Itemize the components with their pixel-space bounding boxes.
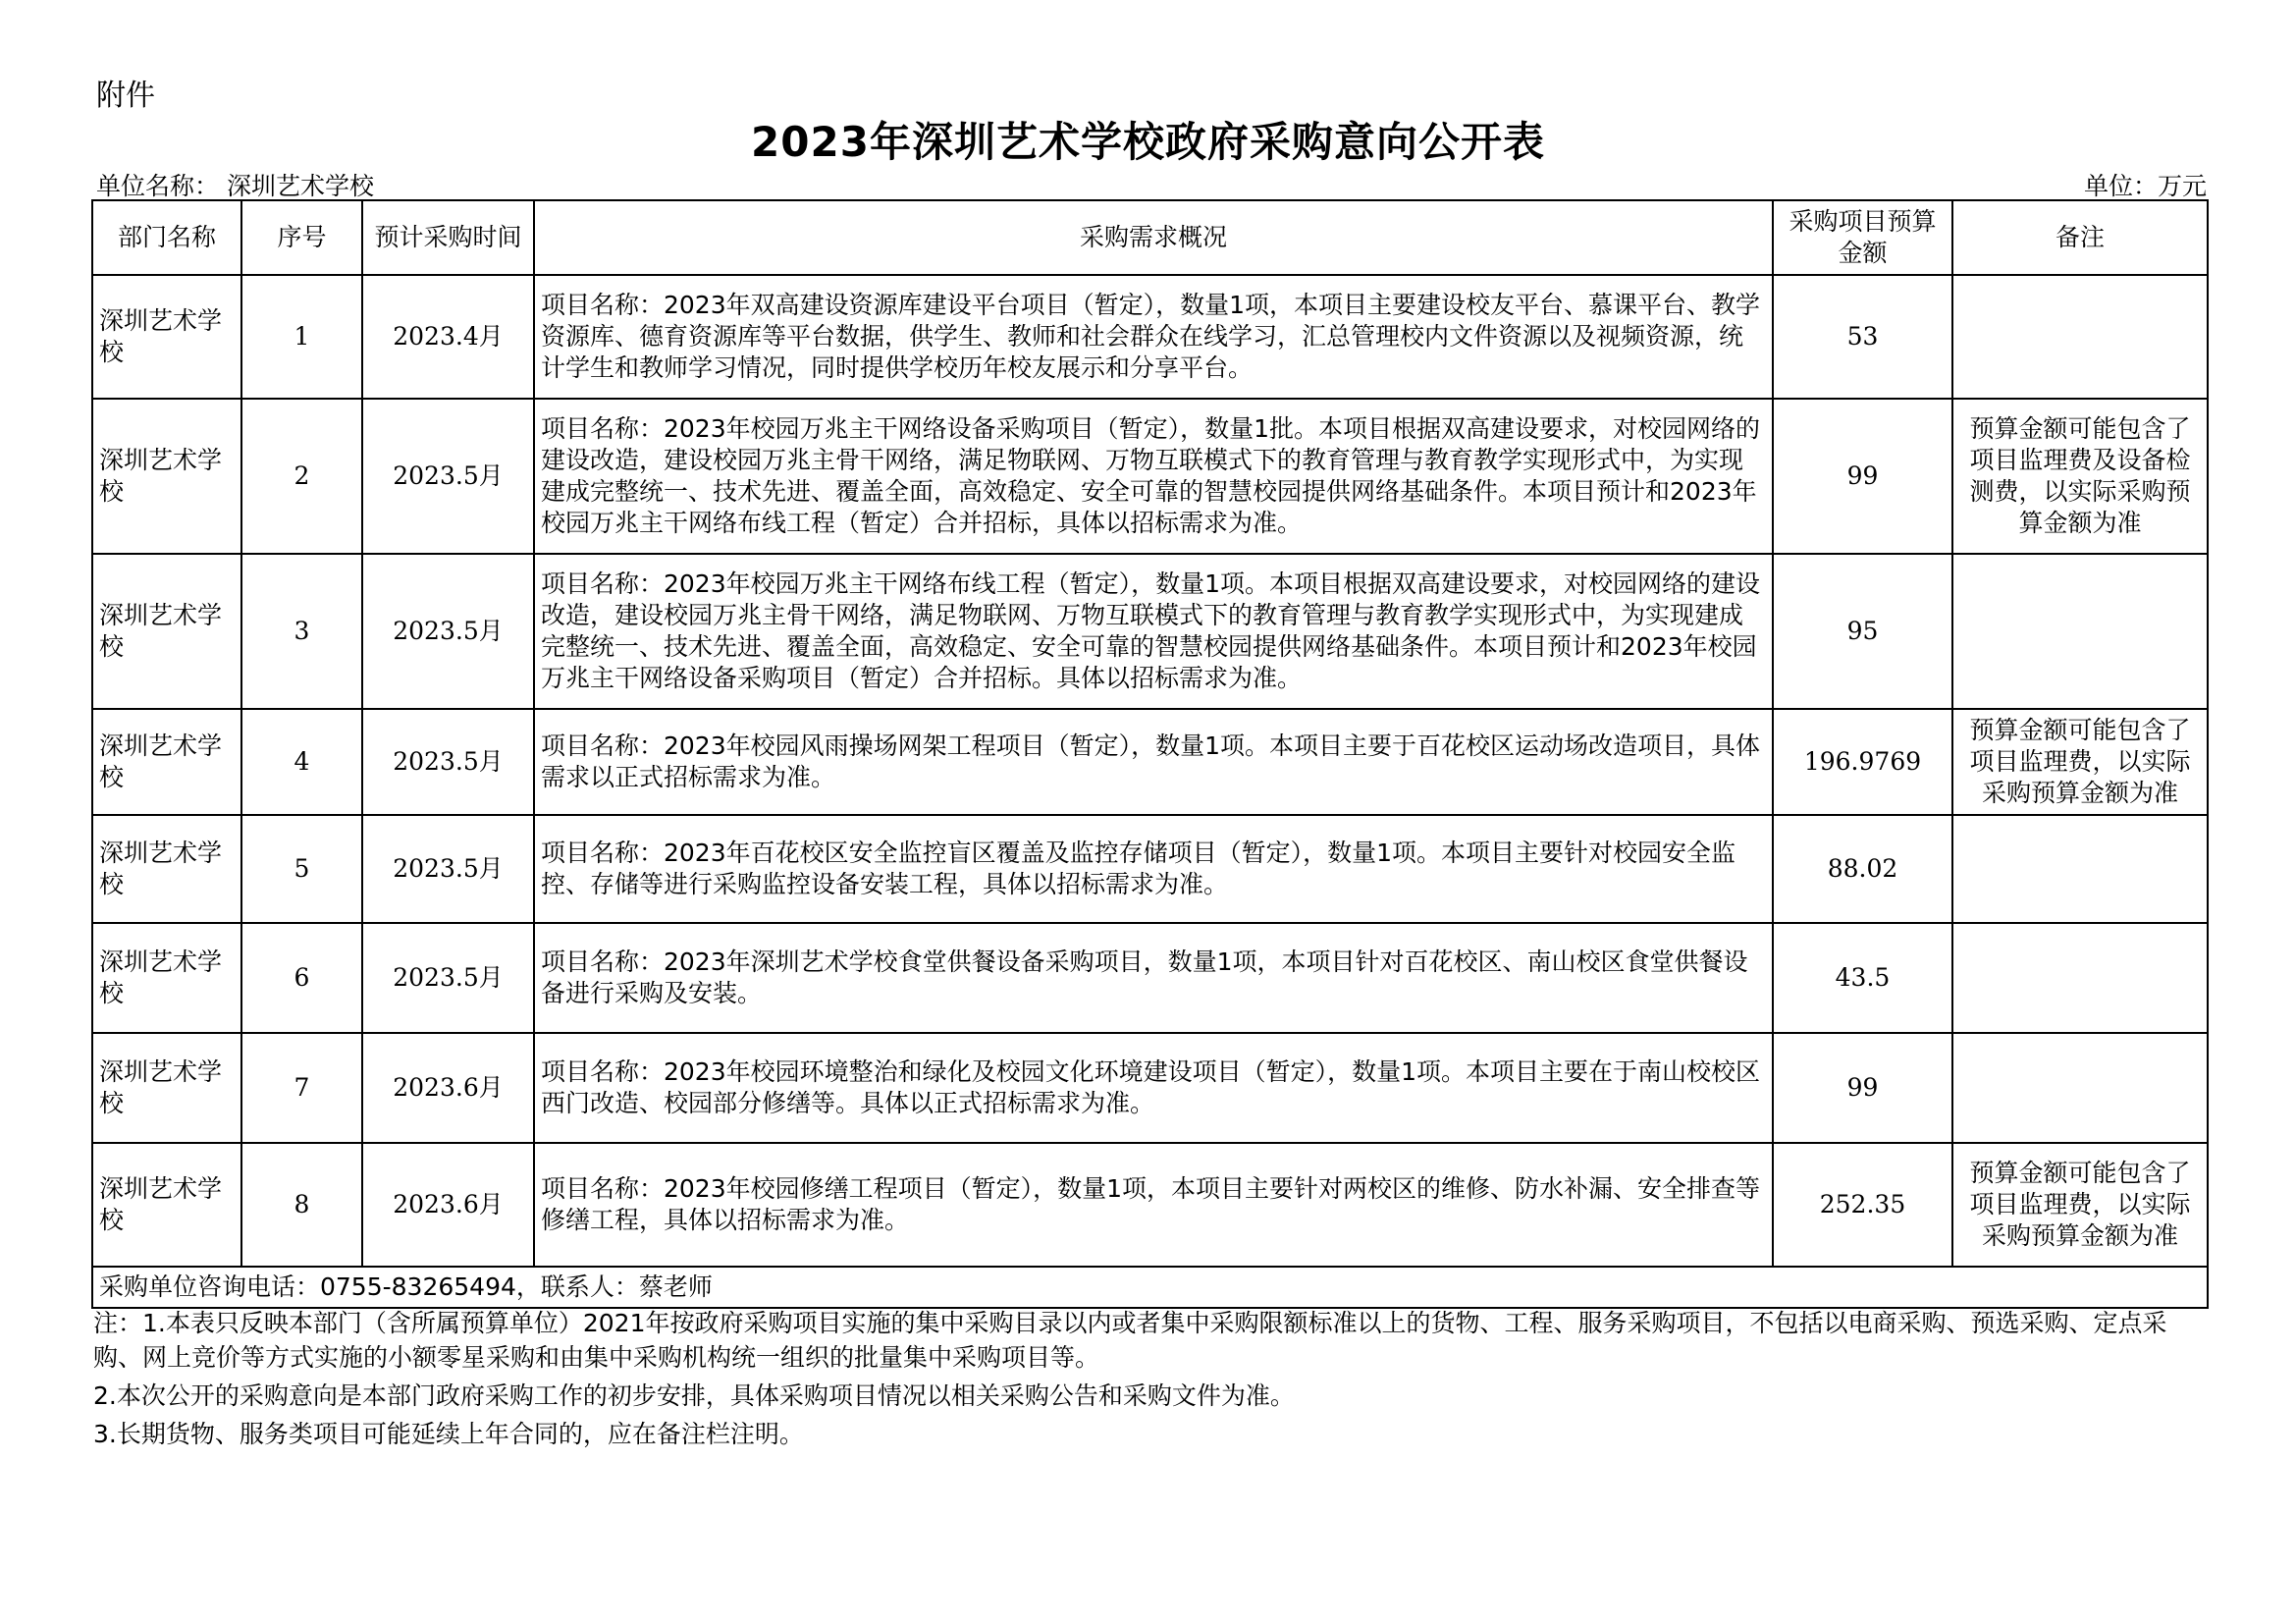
cell-budget: 53 [1773, 275, 1952, 399]
cell-time: 2023.5月 [362, 923, 534, 1033]
cell-budget: 99 [1773, 399, 1952, 554]
cell-time: 2023.6月 [362, 1143, 534, 1267]
cell-remark [1952, 1033, 2208, 1143]
cell-remark: 预算金额可能包含了项目监理费，以实际采购预算金额为准 [1952, 1143, 2208, 1267]
table-row [92, 815, 2208, 923]
cell-budget: 99 [1773, 1033, 1952, 1143]
contact-info: 采购单位咨询电话：0755-83265494，联系人：蔡老师 [92, 1267, 2208, 1308]
cell-remark [1952, 275, 2208, 399]
contact-row [92, 1267, 2208, 1308]
header-budget: 采购项目预算金额 [1773, 200, 1952, 275]
cell-remark: 预算金额可能包含了项目监理费及设备检测费，以实际采购预算金额为准 [1952, 399, 2208, 554]
header-time: 预计采购时间 [362, 200, 534, 275]
note-1: 注：1.本表只反映本部门（含所属预算单位）2021年按政府采购项目实施的集中采购目录以内或者集中采购限额标准以上的货物、工程、服务采购项目，不包括以电商采购、预选采购、定点采购、网上竞价等方式实施的小额零星采购和由集中采购机构统一组织的批量集中采购项目等。 [93, 1309, 2167, 1372]
header-remark: 备注 [1952, 200, 2208, 275]
cell-time: 2023.5月 [362, 399, 534, 554]
cell-desc: 项目名称：2023年校园修缮工程项目（暂定），数量1项，本项目主要针对两校区的维修、防水补漏、安全排查等修缮工程，具体以招标需求为准。 [534, 1143, 1773, 1267]
cell-dept: 深圳艺术学校 [92, 554, 241, 709]
cell-time: 2023.5月 [362, 554, 534, 709]
cell-remark: 预算金额可能包含了项目监理费，以实际采购预算金额为准 [1952, 709, 2208, 815]
table-row [92, 275, 2208, 399]
unit-row [96, 167, 2207, 202]
header-seq: 序号 [241, 200, 362, 275]
attachment-label: 附件 [96, 79, 155, 113]
cell-time: 2023.5月 [362, 815, 534, 923]
note-2: 2.本次公开的采购意向是本部门政府采购工作的初步安排，具体采购项目情况以相关采购公告和采购文件为准。 [93, 1381, 1295, 1410]
document-title: 2023年深圳艺术学校政府采购意向公开表 [751, 118, 1545, 166]
unit-name: 单位名称： 深圳艺术学校 [96, 172, 374, 200]
table-header-row [92, 200, 2208, 275]
notes-section [93, 1306, 2214, 1455]
cell-desc: 项目名称：2023年深圳艺术学校食堂供餐设备采购项目，数量1项，本项目针对百花校区、南山校区食堂供餐设备进行采购及安装。 [534, 923, 1773, 1033]
cell-budget: 196.9769 [1773, 709, 1952, 815]
cell-desc: 项目名称：2023年双高建设资源库建设平台项目（暂定），数量1项，本项目主要建设校友平台、慕课平台、教学资源库、德育资源库等平台数据，供学生、教师和社会群众在线学习，汇总管理校内文件资源以及视频资源，统计学生和教师学习情况，同时提供学校历年校友展示和分享平台。 [534, 275, 1773, 399]
procurement-table [91, 199, 2209, 1309]
cell-budget: 95 [1773, 554, 1952, 709]
cell-seq: 7 [241, 1033, 362, 1143]
cell-dept: 深圳艺术学校 [92, 923, 241, 1033]
cell-budget: 88.02 [1773, 815, 1952, 923]
cell-remark [1952, 923, 2208, 1033]
cell-seq: 4 [241, 709, 362, 815]
cell-seq: 1 [241, 275, 362, 399]
table-row [92, 709, 2208, 815]
unit-measure: 单位：万元 [2083, 172, 2207, 200]
cell-dept: 深圳艺术学校 [92, 709, 241, 815]
cell-dept: 深圳艺术学校 [92, 1033, 241, 1143]
note-3: 3.长期货物、服务类项目可能延续上年合同的，应在备注栏注明。 [93, 1420, 804, 1448]
cell-desc: 项目名称：2023年校园万兆主干网络设备采购项目（暂定），数量1批。本项目根据双高建设要求，对校园网络的建设改造，建设校园万兆主骨干网络，满足物联网、万物互联模式下的教育管理与教育教学实现形式中，为实现建成完整统一、技术先进、覆盖全面，高效稳定、安全可靠的智慧校园提供网络基础条件。本项目预计和2023年校园万兆主干网络布线工程（暂定）合并招标，具体以招标需求为准。 [534, 399, 1773, 554]
cell-desc: 项目名称：2023年校园万兆主干网络布线工程（暂定），数量1项。本项目根据双高建设要求，对校园网络的建设改造，建设校园万兆主骨干网络，满足物联网、万物互联模式下的教育管理与教育教学实现形式中，为实现建成完整统一、技术先进、覆盖全面，高效稳定、安全可靠的智慧校园提供网络基础条件。本项目预计和2023年校园万兆主干网络设备采购项目（暂定）合并招标。具体以招标需求为准。 [534, 554, 1773, 709]
header-dept: 部门名称 [92, 200, 241, 275]
table-row [92, 923, 2208, 1033]
cell-seq: 6 [241, 923, 362, 1033]
table-row [92, 399, 2208, 554]
cell-dept: 深圳艺术学校 [92, 275, 241, 399]
cell-desc: 项目名称：2023年百花校区安全监控盲区覆盖及监控存储项目（暂定），数量1项。本项目主要针对校园安全监控、存储等进行采购监控设备安装工程，具体以招标需求为准。 [534, 815, 1773, 923]
cell-seq: 2 [241, 399, 362, 554]
table-row [92, 1033, 2208, 1143]
table-row [92, 1143, 2208, 1267]
cell-seq: 5 [241, 815, 362, 923]
cell-desc: 项目名称：2023年校园风雨操场网架工程项目（暂定），数量1项。本项目主要于百花校区运动场改造项目，具体需求以正式招标需求为准。 [534, 709, 1773, 815]
cell-dept: 深圳艺术学校 [92, 815, 241, 923]
cell-budget: 252.35 [1773, 1143, 1952, 1267]
cell-remark [1952, 554, 2208, 709]
cell-seq: 3 [241, 554, 362, 709]
cell-time: 2023.4月 [362, 275, 534, 399]
cell-time: 2023.5月 [362, 709, 534, 815]
table-row [92, 554, 2208, 709]
cell-dept: 深圳艺术学校 [92, 399, 241, 554]
cell-time: 2023.6月 [362, 1033, 534, 1143]
cell-desc: 项目名称：2023年校园环境整治和绿化及校园文化环境建设项目（暂定），数量1项。本项目主要在于南山校校区西门改造、校园部分修缮等。具体以正式招标需求为准。 [534, 1033, 1773, 1143]
cell-remark [1952, 815, 2208, 923]
header-desc: 采购需求概况 [534, 200, 1773, 275]
cell-budget: 43.5 [1773, 923, 1952, 1033]
cell-dept: 深圳艺术学校 [92, 1143, 241, 1267]
cell-seq: 8 [241, 1143, 362, 1267]
